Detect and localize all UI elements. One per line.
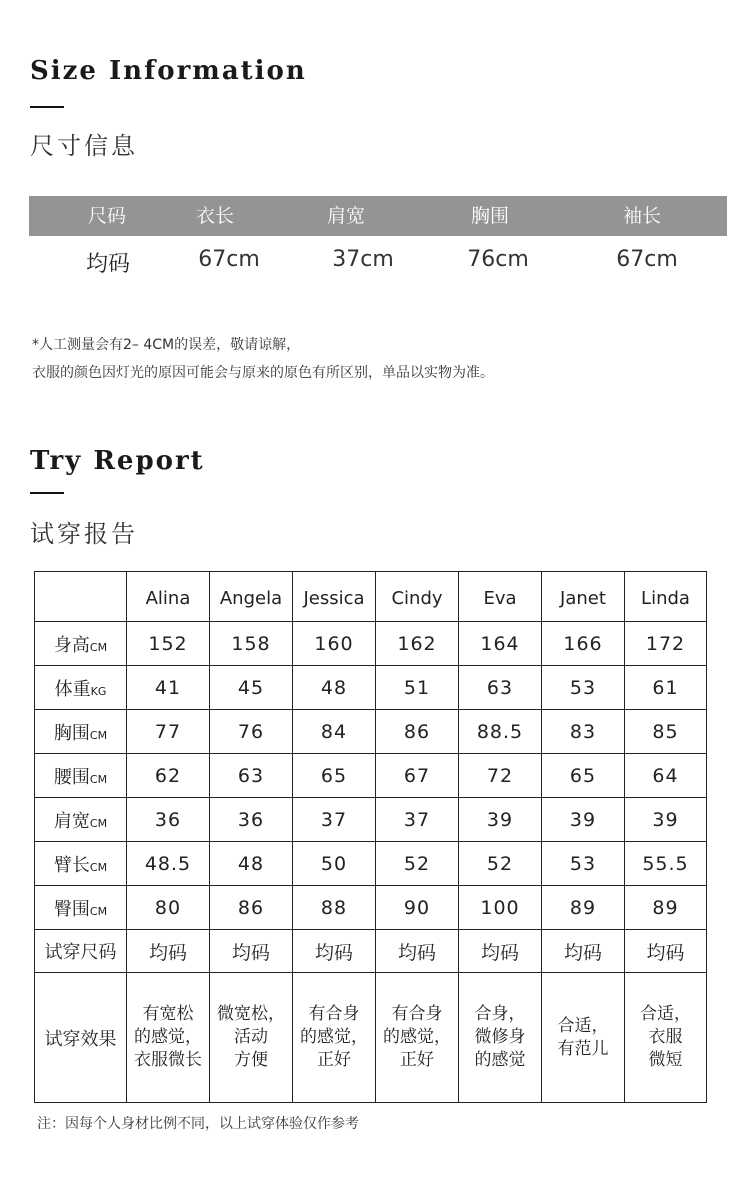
table-cell: 36 <box>210 798 293 842</box>
row-label <box>35 842 127 886</box>
effect-line: 正好 <box>317 1050 351 1070</box>
try-size-row <box>35 930 707 973</box>
size-value-cell: 67cm <box>198 247 260 272</box>
try-report-subtitle: 试穿报告 <box>30 520 138 548</box>
row-label <box>35 622 127 666</box>
table-row <box>35 754 707 798</box>
table-cell: 51 <box>376 666 459 710</box>
table-cell: 52 <box>376 842 459 886</box>
row-label-text: 臂长 <box>53 854 90 876</box>
size-value-cell: 均码 <box>85 252 131 277</box>
color-note: 衣服的颜色因灯光的原因可能会与原来的原色有所区别，单品以实物为准。 <box>32 365 494 381</box>
table-cell: 63 <box>459 666 542 710</box>
row-label: 试穿效果 <box>35 973 127 1103</box>
model-name: Cindy <box>376 572 459 622</box>
table-row <box>35 666 707 710</box>
try-report-title: Try Report <box>30 446 205 476</box>
row-label <box>35 886 127 930</box>
size-info-title: Size Information <box>30 56 307 86</box>
size-table-header <box>29 196 727 236</box>
table-row <box>35 886 707 930</box>
table-row <box>35 798 707 842</box>
table-cell: 86 <box>376 710 459 754</box>
row-label <box>35 666 127 710</box>
effect-cell <box>127 973 210 1103</box>
row-label <box>35 710 127 754</box>
table-cell: 均码 <box>210 930 293 973</box>
model-name: Angela <box>210 572 293 622</box>
table-cell: 41 <box>127 666 210 710</box>
title-divider <box>30 106 64 108</box>
table-cell: 48 <box>293 666 376 710</box>
effect-line: 的感觉， <box>134 1027 202 1047</box>
table-cell: 84 <box>293 710 376 754</box>
table-cell: 62 <box>127 754 210 798</box>
model-name: Linda <box>625 572 707 622</box>
table-cell: 80 <box>127 886 210 930</box>
table-cell: 85 <box>625 710 707 754</box>
table-cell: 55.5 <box>625 842 707 886</box>
size-header-cell: 肩宽 <box>326 205 366 227</box>
effect-line: 的感觉， <box>300 1027 368 1047</box>
row-unit: CM <box>89 728 108 742</box>
size-header-cell: 胸围 <box>470 205 510 227</box>
table-cell: 61 <box>625 666 707 710</box>
table-cell: 37 <box>376 798 459 842</box>
size-header-cell: 袖长 <box>622 205 662 227</box>
table-cell: 53 <box>542 842 625 886</box>
table-cell: 37 <box>293 798 376 842</box>
row-unit: CM <box>89 640 108 654</box>
title-divider <box>30 492 64 494</box>
table-cell: 均码 <box>542 930 625 973</box>
table-cell: 均码 <box>127 930 210 973</box>
footnote: 注：因每个人身材比例不同，以上试穿体验仅作参考 <box>37 1116 359 1132</box>
effect-line: 合适， <box>640 1004 691 1024</box>
try-report-table <box>34 571 707 1103</box>
table-cell: 均码 <box>376 930 459 973</box>
row-label: 试穿尺码 <box>35 930 127 973</box>
table-cell: 152 <box>127 622 210 666</box>
table-cell: 89 <box>542 886 625 930</box>
table-cell: 65 <box>542 754 625 798</box>
effect-line: 微宽松， <box>217 1004 285 1024</box>
table-cell: 50 <box>293 842 376 886</box>
effect-line: 有范儿 <box>557 1038 609 1059</box>
effect-line: 微修身 <box>474 1027 526 1047</box>
effect-line: 方便 <box>234 1050 268 1070</box>
row-label <box>35 754 127 798</box>
model-name: Alina <box>127 572 210 622</box>
effect-line: 合适， <box>557 1015 609 1036</box>
table-cell: 均码 <box>625 930 707 973</box>
row-label-text: 体重 <box>54 678 91 700</box>
effect-line: 有宽松 <box>142 1004 194 1024</box>
model-name: Janet <box>542 572 625 622</box>
table-cell: 166 <box>542 622 625 666</box>
effect-cell <box>625 973 707 1103</box>
table-cell: 158 <box>210 622 293 666</box>
size-header-cell: 尺码 <box>87 205 127 227</box>
table-cell: 45 <box>210 666 293 710</box>
table-row <box>35 710 707 754</box>
table-cell: 均码 <box>459 930 542 973</box>
row-label <box>35 798 127 842</box>
table-cell: 162 <box>376 622 459 666</box>
row-label-text: 身高 <box>53 634 90 656</box>
measure-note: *人工测量会有2– 4CM的误差，敬请谅解， <box>32 337 301 353</box>
table-cell: 90 <box>376 886 459 930</box>
table-cell: 39 <box>542 798 625 842</box>
table-cell: 76 <box>210 710 293 754</box>
table-cell: 83 <box>542 710 625 754</box>
try-name-row <box>35 572 707 622</box>
model-name: Jessica <box>293 572 376 622</box>
row-label-text: 胸围 <box>53 722 90 744</box>
effect-line: 活动 <box>234 1027 268 1047</box>
row-unit: KG <box>90 684 107 698</box>
table-cell: 67 <box>376 754 459 798</box>
table-row <box>35 842 707 886</box>
effect-cell <box>210 973 293 1103</box>
table-cell: 65 <box>293 754 376 798</box>
row-unit: CM <box>89 816 108 830</box>
effect-line: 合身， <box>474 1004 526 1024</box>
table-cell: 172 <box>625 622 707 666</box>
row-label-text: 臀围 <box>53 898 90 920</box>
table-cell: 77 <box>127 710 210 754</box>
effect-line: 衣服微长 <box>134 1050 202 1070</box>
table-cell: 164 <box>459 622 542 666</box>
effect-cell <box>293 973 376 1103</box>
effect-line: 有合身 <box>391 1004 443 1024</box>
table-cell: 86 <box>210 886 293 930</box>
effect-line: 微短 <box>648 1050 683 1070</box>
effect-line: 正好 <box>400 1050 434 1070</box>
table-cell: 48.5 <box>127 842 210 886</box>
effect-line: 衣服 <box>648 1027 683 1047</box>
row-label-text: 腰围 <box>53 766 90 788</box>
effect-line: 有合身 <box>308 1004 360 1024</box>
table-cell: 48 <box>210 842 293 886</box>
try-effect-row <box>35 973 707 1103</box>
table-cell: 均码 <box>293 930 376 973</box>
model-name: Eva <box>459 572 542 622</box>
size-info-subtitle: 尺寸信息 <box>30 132 138 160</box>
row-unit: CM <box>89 904 108 918</box>
row-unit: CM <box>89 772 108 786</box>
table-cell: 36 <box>127 798 210 842</box>
table-cell: 39 <box>459 798 542 842</box>
table-row <box>35 622 707 666</box>
corner-cell <box>35 572 127 622</box>
size-value-cell: 37cm <box>332 247 394 272</box>
size-header-cell: 衣长 <box>195 205 235 227</box>
table-cell: 88 <box>293 886 376 930</box>
row-label-text: 肩宽 <box>53 810 90 832</box>
table-cell: 53 <box>542 666 625 710</box>
effect-cell <box>376 973 459 1103</box>
table-cell: 160 <box>293 622 376 666</box>
table-cell: 52 <box>459 842 542 886</box>
table-cell: 64 <box>625 754 707 798</box>
effect-cell <box>542 973 625 1103</box>
effect-line: 的感觉， <box>383 1027 451 1047</box>
size-value-cell: 67cm <box>616 247 678 272</box>
size-value-cell: 76cm <box>467 247 529 272</box>
table-cell: 88.5 <box>459 710 542 754</box>
table-cell: 72 <box>459 754 542 798</box>
table-cell: 39 <box>625 798 707 842</box>
table-cell: 63 <box>210 754 293 798</box>
effect-line: 的感觉 <box>474 1050 526 1070</box>
row-unit: CM <box>89 860 108 874</box>
effect-cell <box>459 973 542 1103</box>
table-cell: 100 <box>459 886 542 930</box>
table-cell: 89 <box>625 886 707 930</box>
